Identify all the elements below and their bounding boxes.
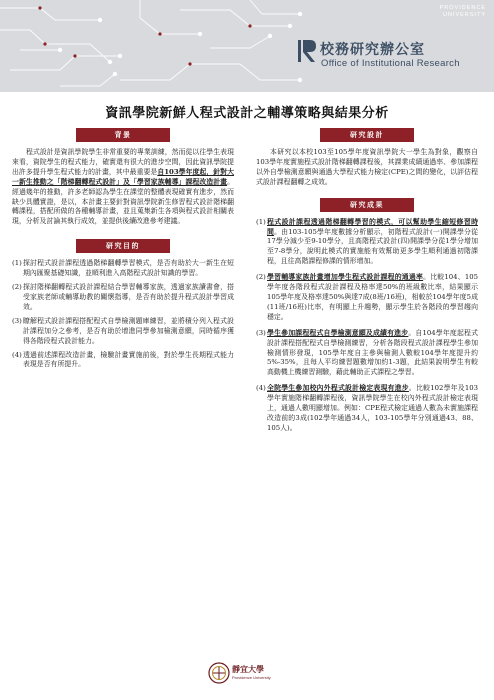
section-heading-purpose: 研究目的 xyxy=(76,239,170,253)
university-seal-icon xyxy=(208,662,230,684)
university-wordmark-line2: UNIVERSITY xyxy=(442,11,486,18)
results-list xyxy=(256,218,478,434)
list-item xyxy=(256,273,478,323)
header-banner xyxy=(0,0,494,92)
list-item-text: 探討程式設計課程透過階梯翻轉學習模式，是否有助於大一新生在短期內匯聚基礎知識，並順利進入高階程式設計知識的學習。 xyxy=(23,259,234,278)
list-item-text: 。自104學年度起程式設計課程搭配程式自學檢測練習，分析各階段程式設計課程學生參加檢測情形發現，105學年度自主參與檢測人數較104學年度提升約5%-35%，且每人平均練習題數增加約1-3題，此結果說明學生有較高動機上機練習測驗，藉此輔助正式課程之學習。 xyxy=(267,328,479,377)
list-item xyxy=(12,351,234,371)
list-item-number: (2) xyxy=(12,283,22,292)
office-name-zh: 校務研究辦公室 xyxy=(320,42,425,58)
university-wordmark-line1: PROVIDENCE xyxy=(439,5,486,11)
list-item-text: 透過前述課程改造計畫，檢驗計畫實施前後，對於學生長期程式能力表現是否有所提升。 xyxy=(23,350,234,369)
background-text-2: 。經過幾年的推動，許多老師認為學生在課堂的整體表現確實有進步，然而缺少具體實證，是以，本計畫主要針對資訊學院新生修習程式設計階梯翻轉課程，搭配所做的各種輔導計畫，並且蒐集新生各項與程式設計相關表現，分析及討論其執行成效，並提供後續改進參考建議。 xyxy=(12,177,234,226)
list-item-highlight: 學習輔導家族計畫增加學生程式設計課程的通過率 xyxy=(267,273,424,282)
list-item-text: 探討階梯翻轉程式設計課程結合學習輔導家族，透過家族讀書會，搭受家族老師或輔導助教的關懷指導，是否有助於提升程式設計學習成效。 xyxy=(23,283,234,311)
footer-university-logo xyxy=(208,660,288,694)
section-heading-design: 研究設計 xyxy=(320,128,414,142)
list-item xyxy=(256,218,478,268)
list-item xyxy=(12,283,234,313)
right-column xyxy=(256,128,478,440)
university-wordmark xyxy=(440,5,486,18)
list-item-number: (1) xyxy=(256,217,266,226)
list-item-text: 。比較104、105學年度各階段程式設計課程及格率達50%的班級數比率，結果顯示105學年度及格率達50%與達7成(8班/16班)，相較於104學年度5成(11班/16班)比率，有明顯上升趨勢，顯示學生於各階段的學習趨向穩定。 xyxy=(267,273,479,321)
list-item-number: (3) xyxy=(12,316,22,325)
list-item-text: 瞭解程式設計課程搭配程式自學檢測題庫練習，並將積分列入程式設計課程加分之參考，是否有助於增進同學參加檢測意願，同時循序獲得各階段程式設計能力。 xyxy=(23,316,234,345)
list-item xyxy=(12,317,234,347)
list-item-text: 。由103-105學年度數據分析顯示，初階程式設計(一)開課學分從17學分減少至9-10學分，且高階程式設計(四)開課學分從1學分增加至7-8學分，說明此模式的實施能有效幫助更多學生順利通過初階課程，且往高階課程修課的情形增加。 xyxy=(267,227,479,266)
section-heading-background: 背景 xyxy=(76,128,170,142)
section-heading-results: 研究成果 xyxy=(320,198,414,212)
office-name-en: Office of Institutional Research xyxy=(321,58,460,69)
background-text-1: 程式設計是資訊學院學生非常重要的專業訓練，然而從以往學生表現來看，資院學生的程式能力，確實還有很大的進步空間，因此資訊學院提出許多提升學生程式能力的計畫，其中最重要是 xyxy=(12,148,234,176)
list-item-highlight: 全院學生參加校內外程式設計檢定表現有進步 xyxy=(267,384,409,393)
list-item-number: (1) xyxy=(12,259,22,268)
list-item-number: (4) xyxy=(256,384,266,393)
purpose-list xyxy=(12,259,234,370)
list-item-number: (3) xyxy=(256,328,266,337)
list-item-highlight: 程式設計課程透過階梯翻轉學習的模式，可以幫助學生縮短修習時間 xyxy=(267,217,478,236)
office-logo-icon xyxy=(298,40,316,62)
list-item-number: (2) xyxy=(256,273,266,282)
list-item-text: 。比較102學年及103學年實施階梯翻轉課程後，資訊學院學生在校內外程式設計檢定表現上，通過人數明顯增加。例如：CPE程式檢定通過人數為未實施課程改造前的3成(102學年通過34人，103-105學年分別通過43、88、105人)。 xyxy=(267,384,479,432)
university-name-zh: 靜宜大學 xyxy=(232,665,264,674)
left-column xyxy=(12,128,234,374)
list-item xyxy=(256,384,478,434)
list-item-highlight: 學生參加課程程式自學檢測意願及成績有進步 xyxy=(267,328,409,337)
background-paragraph xyxy=(12,148,234,227)
university-name-en: Providence University xyxy=(232,675,271,680)
list-item xyxy=(256,329,478,379)
list-item xyxy=(12,259,234,279)
background-highlight: 自103學年度起，針對大一新生推動之「階梯翻轉程式設計」及「學習家族輔導」課程改造計畫 xyxy=(12,167,234,186)
list-item-number: (4) xyxy=(12,350,22,359)
poster-title: 資訊學院新鮮人程式設計之輔導策略與結果分析 xyxy=(105,106,389,121)
design-paragraph: 本研究以本校103至105學年度資訊學院大一學生為對象，觀察自103學年度實施程式設計階梯翻轉課程後，其課業成績通過率、參加課程以外自學檢測意願與通過大學程式能力檢定(CPE)之間的變化，以評估程式設計課程翻轉之成效。 xyxy=(256,148,478,186)
